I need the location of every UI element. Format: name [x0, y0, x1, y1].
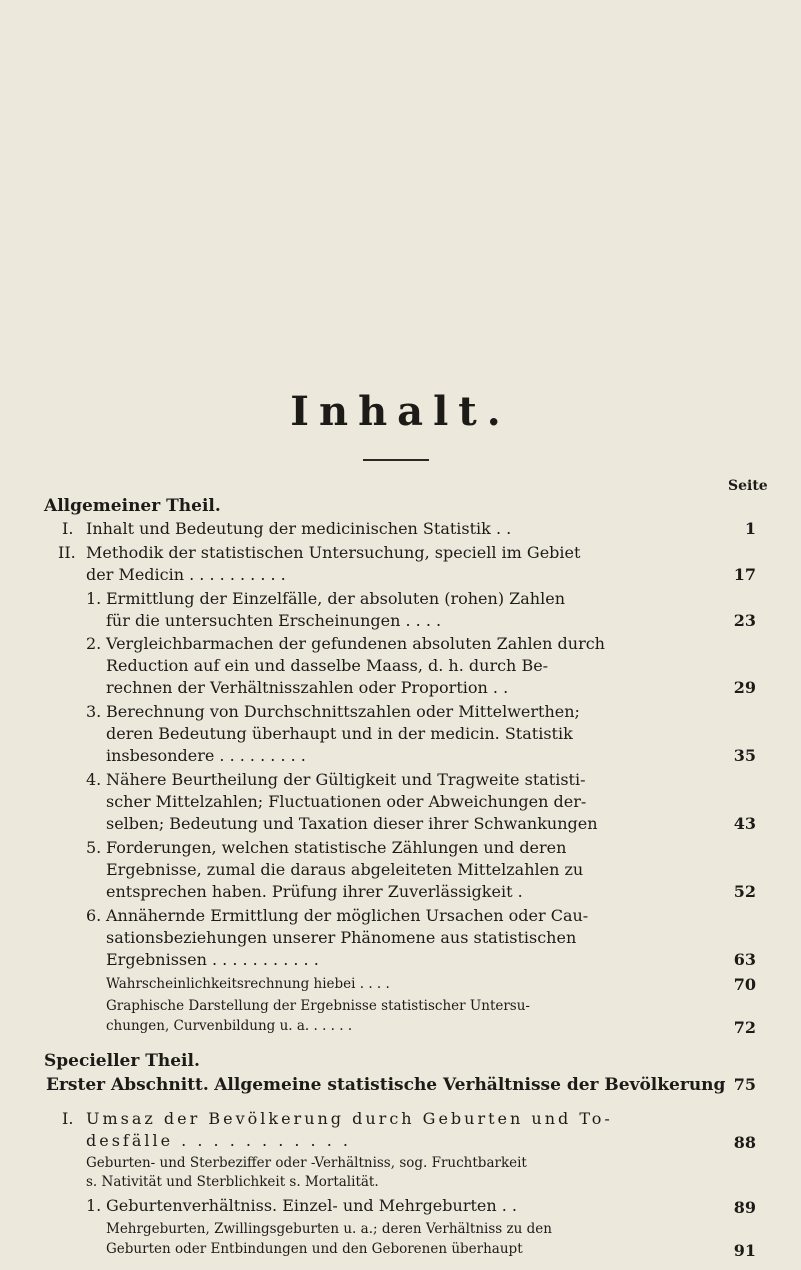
entry-line: Inhalt und Bedeutung der medicinischen Statistik . . — [86, 519, 512, 538]
entry-line: chungen, Curvenbildung u. a. . . . . . — [106, 1018, 353, 1034]
entry-line: rechnen der Verhältnisszahlen oder Proportion . . — [106, 678, 509, 697]
entry-page: 29 — [733, 678, 756, 697]
entry-line: Nähere Beurtheilung der Gültigkeit und Tragweite statisti- — [106, 770, 586, 789]
entry-line: Umsaz der Bevölkerung durch Geburten und To- — [86, 1109, 613, 1128]
entry-number: 4. — [86, 770, 102, 789]
entry-number: 2. — [86, 634, 102, 653]
section-title-text: Allgemeine statistische Verhältnisse der Bevölkerung — [214, 1075, 726, 1095]
entry-line: Geburten oder Entbindungen und den Geborenen überhaupt — [106, 1241, 523, 1257]
entry-page: 17 — [733, 565, 756, 584]
section-title — [46, 1075, 725, 1095]
entry-line: desfälle . . . . . . . . . . . — [86, 1131, 351, 1150]
general-part-heading: Allgemeiner Theil. — [44, 496, 221, 516]
entry-page: 1 — [744, 519, 756, 538]
entry-number: II. — [58, 543, 76, 562]
entry-number: 5. — [86, 838, 102, 857]
entry-page: 63 — [733, 950, 756, 969]
entry-page: 43 — [733, 814, 756, 833]
entry-line: für die untersuchten Erscheinungen . . . . — [106, 611, 442, 630]
entry-number: 6. — [86, 906, 102, 925]
entry-number: I. — [62, 1109, 74, 1128]
entry-line: sationsbeziehungen unserer Phänomene aus statistischen — [106, 928, 577, 947]
entry-page: 72 — [733, 1018, 756, 1037]
seite-label: Seite — [728, 478, 768, 494]
entry-page: 35 — [733, 746, 756, 765]
entry-page: 88 — [733, 1133, 756, 1152]
entry-line: deren Bedeutung überhaupt und in der medicin. Statistik — [106, 724, 573, 743]
entry-line: Reduction auf ein und dasselbe Maass, d. h. durch Be- — [106, 656, 549, 675]
entry-page: 70 — [733, 975, 756, 994]
entry-number: 1. — [86, 589, 102, 608]
entry-page: 52 — [733, 882, 756, 901]
entry-line: Ergebnissen . . . . . . . . . . . — [106, 950, 319, 969]
entry-line: Forderungen, welchen statistische Zählungen und deren — [106, 838, 567, 857]
title-divider — [363, 459, 429, 461]
entry-line: der Medicin . . . . . . . . . . — [86, 565, 286, 584]
entry-page: 23 — [733, 611, 756, 630]
entry-line: s. Nativität und Sterblichkeit s. Mortalität. — [86, 1174, 379, 1190]
entry-page: 91 — [733, 1241, 756, 1260]
entry-line: insbesondere . . . . . . . . . — [106, 746, 306, 765]
entry-line: Wahrscheinlichkeitsrechnung hiebei . . . . — [106, 976, 390, 992]
entry-line: scher Mittelzahlen; Fluctuationen oder Abweichungen der- — [106, 792, 587, 811]
entry-line: Geburtenverhältniss. Einzel- und Mehrgeburten . . — [106, 1196, 518, 1215]
entry-line: Ermittlung der Einzelfälle, der absoluten (rohen) Zahlen — [106, 589, 565, 608]
entry-page: 89 — [733, 1198, 756, 1217]
entry-line: selben; Bedeutung und Taxation dieser ihrer Schwankungen — [106, 814, 598, 833]
entry-line: Geburten- und Sterbeziffer oder -Verhältniss, sog. Fruchtbarkeit — [86, 1155, 527, 1171]
entry-line: Graphische Darstellung der Ergebnisse statistischer Untersu- — [106, 998, 530, 1014]
entry-number: I. — [62, 519, 74, 538]
entry-line: Berechnung von Durchschnittszahlen oder Mittelwerthen; — [106, 702, 580, 721]
entry-number: 1. — [86, 1196, 102, 1215]
entry-line: Annähernde Ermittlung der möglichen Ursachen oder Cau- — [106, 906, 589, 925]
special-part-heading: Specieller Theil. — [44, 1051, 200, 1071]
section-page: 75 — [733, 1075, 756, 1094]
entry-line: Vergleichbarmachen der gefundenen absoluten Zahlen durch — [106, 634, 605, 653]
entry-line: Ergebnisse, zumal die daraus abgeleiteten Mittelzahlen zu — [106, 860, 584, 879]
page-title: Inhalt. — [290, 388, 511, 435]
entry-line: Mehrgeburten, Zwillingsgeburten u. a.; deren Verhältniss zu den — [106, 1221, 552, 1237]
entry-line: Methodik der statistischen Untersuchung, speciell im Gebiet — [86, 543, 581, 562]
entry-line: entsprechen haben. Prüfung ihrer Zuverlässigkeit . — [106, 882, 523, 901]
entry-number: 3. — [86, 702, 102, 721]
section-label: Erster Abschnitt. — [46, 1075, 209, 1095]
